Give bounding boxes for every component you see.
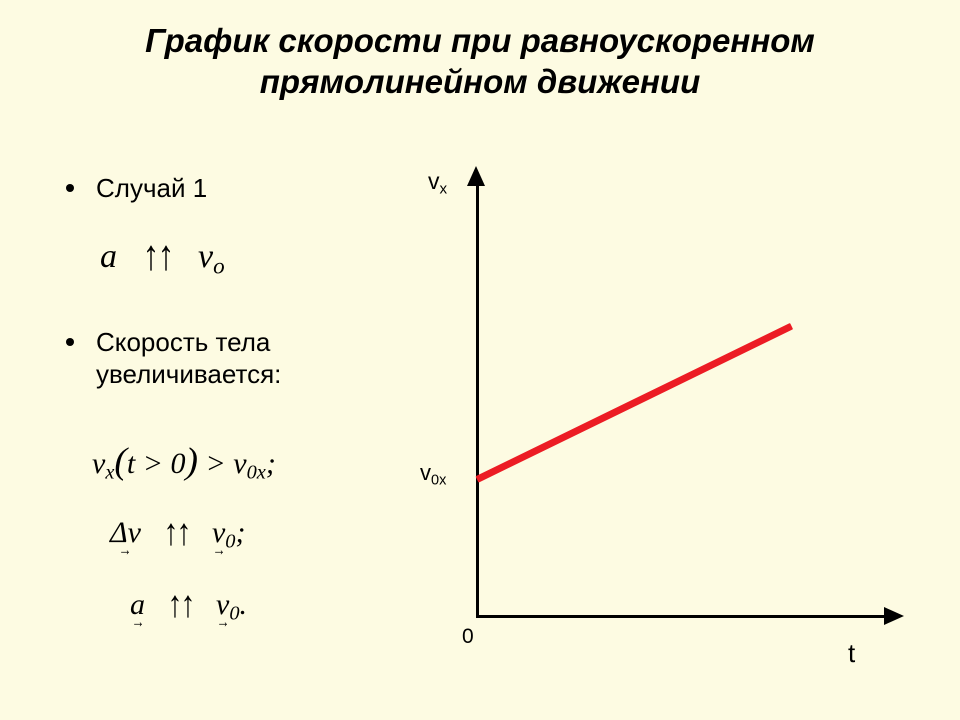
formula-v0x-subscript: 0x — [246, 461, 266, 484]
bullet-dot-icon — [66, 338, 74, 346]
formula-v0-vector: v → — [212, 516, 225, 550]
formula-v0-subscript: 0 — [229, 602, 240, 625]
formula-terminator: . — [239, 588, 248, 621]
y-intercept-label: v0x — [420, 460, 447, 489]
origin-label: 0 — [462, 625, 474, 648]
page-title: График скорости при равноускоренном прямолинейном движении — [145, 22, 815, 100]
formula-vx: v — [92, 447, 106, 480]
up-up-arrows-icon: ↑↑ — [167, 583, 194, 625]
bullet-dot-icon — [66, 184, 74, 192]
formula-argument: t > 0 — [126, 447, 186, 480]
paren-close: ) — [185, 441, 198, 482]
up-up-arrows-icon: ↑↑ — [142, 233, 173, 280]
formula-terminator: ; — [235, 516, 246, 549]
x-axis-label: t — [848, 638, 856, 668]
bullet-label-speed-increases: Скорость тела увеличивается: — [96, 327, 282, 389]
y-intercept-label-subscript: 0x — [431, 472, 447, 489]
bullet-label-case: Случай 1 — [96, 173, 208, 203]
x-axis-arrow-icon — [884, 607, 904, 625]
y-axis-label-subscript: x — [439, 180, 448, 198]
formula-v: v — [198, 238, 214, 275]
y-axis-label: vx — [428, 168, 448, 198]
up-up-arrows-icon: ↑↑ — [163, 511, 190, 553]
formula-delta-v — [110, 511, 246, 554]
list-item — [48, 326, 408, 390]
formula-a-vector: a → — [130, 588, 145, 622]
formula-delta-v-vector: Δv → — [110, 516, 141, 550]
formula-operator: > — [205, 447, 226, 480]
formula-terminator: ; — [265, 447, 276, 480]
paren-open: ( — [114, 441, 127, 482]
formula-a: a — [100, 238, 117, 275]
formula-case-relation — [100, 233, 225, 280]
y-axis-arrow-icon — [467, 166, 485, 186]
list-item — [48, 172, 408, 204]
formula-acceleration — [130, 583, 248, 626]
formula-inequality — [92, 440, 276, 485]
formula-v0x: v — [233, 447, 247, 480]
velocity-time-graph — [420, 160, 940, 680]
formula-v-subscript: о — [213, 253, 225, 280]
velocity-line — [475, 323, 793, 483]
x-axis — [476, 615, 892, 618]
formula-v0-vector: v → — [216, 588, 229, 622]
bullet-list — [48, 172, 408, 392]
y-axis — [476, 182, 479, 618]
formula-vx-subscript: x — [105, 461, 115, 484]
formula-v0-subscript: 0 — [225, 530, 236, 553]
